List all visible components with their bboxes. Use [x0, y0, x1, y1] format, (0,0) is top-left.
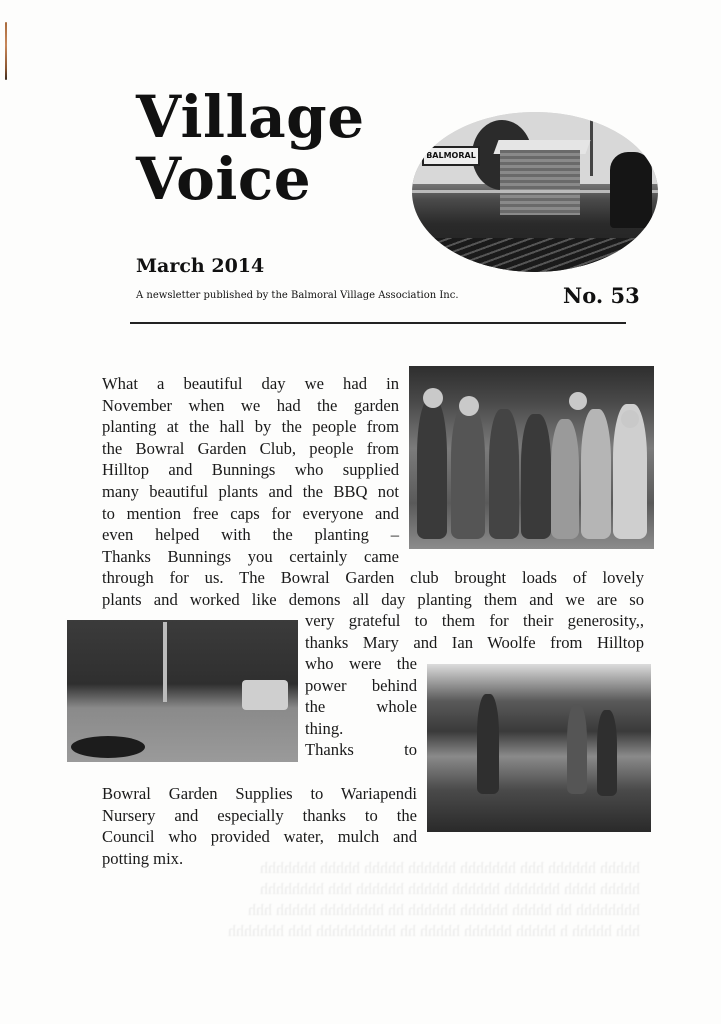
text-line: potting mix.	[102, 848, 184, 868]
text-line: very grateful to them for their generosity,,	[305, 611, 644, 630]
text-line: the whole	[305, 697, 417, 717]
bleed-line: hhh hhhhh h hhhhh hhhhhh hhhhh hh hhhhhhhhhh hhh hhhhhhh	[228, 923, 640, 940]
bleed-line: hhhhh hhhh hhhhhhh hhhhhh hhhhh hhhhhh hhh hhhhhhhh	[260, 881, 640, 898]
photo-person	[489, 409, 519, 539]
photo-person	[551, 419, 579, 539]
photo-person	[451, 404, 485, 539]
title-line-2: Voice	[136, 145, 312, 213]
photo-head	[459, 396, 479, 416]
text-line: through for us. The Bowral Garden club brought loads of lovely	[102, 568, 644, 587]
station-sign: BALMORAL	[422, 146, 480, 166]
plants-photo	[427, 664, 651, 832]
photo-station-building	[500, 150, 580, 215]
article-paragraph-2	[102, 567, 644, 610]
text-line: Hilltop and Bunnings who supplied	[102, 460, 399, 480]
photo-pole	[163, 622, 167, 702]
photo-person	[521, 414, 551, 539]
bleed-line: hhhhhhhh hh hhhhh hhhhhh hhhhhh hh hhhhhhhh hhhhh hhh	[248, 902, 640, 919]
photo-mulch-bed	[71, 736, 145, 758]
photo-person	[477, 694, 499, 794]
text-line: power behind	[305, 675, 417, 695]
text-line: the Bowral Garden Club, people from	[102, 438, 399, 458]
text-line: Thanks Bunnings you certainly came	[102, 546, 399, 566]
text-line: planting at the hall by the people from	[102, 417, 399, 437]
newsletter-title	[136, 83, 365, 213]
bleed-line: hhhhh hhhhhh hhh hhhhhhh hhhhhh hhhhh hhhhh hhhhhhh	[260, 860, 640, 877]
issue-date: March 2014	[136, 255, 265, 277]
text-line: Nursery and especially thanks to the	[102, 805, 417, 825]
text-line: Bowral Garden Supplies to Wariapendi	[102, 784, 417, 803]
article-paragraph-3	[305, 610, 644, 653]
title-line-1: Village	[136, 83, 365, 151]
photo-person	[597, 710, 617, 796]
text-line: to mention free caps for everyone and	[102, 503, 399, 523]
article-paragraph-5	[102, 783, 417, 869]
photo-locomotive	[610, 152, 652, 228]
text-line: who were the	[305, 654, 417, 673]
text-line: plants and worked like demons all day planting them and we are so	[102, 589, 644, 609]
photo-head	[423, 388, 443, 408]
railway-station-photo	[412, 112, 658, 272]
text-line: Thanks to	[305, 740, 417, 760]
tagline: A newsletter published by the Balmoral Village Association Inc.	[136, 290, 459, 301]
photo-person	[581, 409, 611, 539]
site-photo	[67, 620, 298, 762]
text-line: thing.	[305, 718, 344, 738]
photo-person	[567, 704, 587, 794]
bleed-through-text	[95, 858, 640, 942]
staple-mark	[5, 22, 7, 80]
text-line: many beautiful plants and the BBQ not	[102, 481, 399, 501]
photo-ute	[242, 680, 288, 710]
photo-person	[417, 399, 447, 539]
text-line: November when we had the garden	[102, 395, 399, 415]
header-divider	[130, 322, 626, 324]
text-line: thanks Mary and Ian Woolfe from Hilltop	[305, 632, 644, 652]
photo-pole	[590, 116, 593, 176]
article-paragraph-4	[305, 653, 417, 761]
article-paragraph-1	[102, 373, 399, 567]
group-photo	[409, 366, 654, 549]
photo-tracks	[412, 238, 658, 272]
text-line: even helped with the planting –	[102, 525, 399, 545]
issue-number: No. 53	[563, 283, 640, 308]
text-line: What a beautiful day we had in	[102, 374, 399, 393]
photo-head	[621, 410, 639, 428]
text-line: Council who provided water, mulch and	[102, 827, 417, 847]
photo-head	[569, 392, 587, 410]
